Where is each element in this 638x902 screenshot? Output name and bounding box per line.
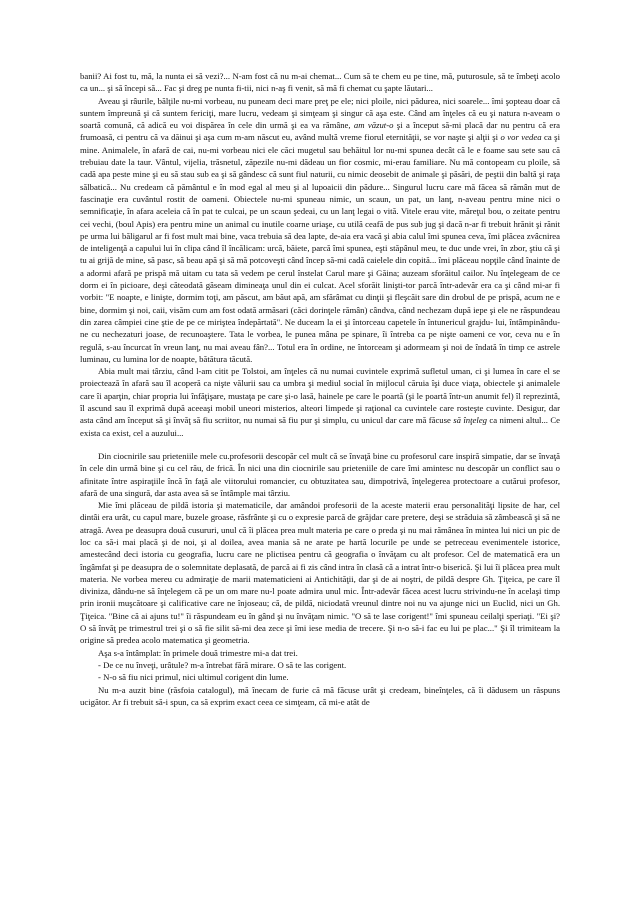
paragraph (80, 450, 560, 499)
text-run: Nu m-a auzit bine (răsfoia catalogul), mă înecam de furie că mă făcuse urât şi credeam, bineînţeles, că îi dădusem un răspuns ucigător. Ar fi trebuit să-i spun, ca să exprim exact ceea ce simţeam, că mi-e atât de (80, 684, 560, 707)
paragraph (80, 659, 560, 671)
paragraph (80, 365, 560, 439)
text-run: Aşa s-a întâmplat: în primele două trimestre mi-a dat trei. (98, 647, 298, 658)
paragraph (80, 671, 560, 683)
text-run: Abia mult mai târziu, când l-am citit pe Tolstoi, am înţeles că nu numai cuvintele exprimă sufletul uman, ci şi lumea în care el se proiectează în afară sau îl acoperă ca nişte vălurii sau ca umbra şi mediul social în mijlocul căruia îşi duce viaţa, obiectele şi animalele care îi aparţin, chiar propria lui înfăţişare, mustaţa pe care şi-o lasă, hainele pe care le poartă (şi le poartă într-un anumit fel) îl reprezintă, îl ascund sau îl exprimă după aceeaşi mobil uneori misterios, alteori limpede şi raţional ca cuvintele care rosteşte cuvinte. Desigur, dar asta când am început să şi învăţ să fiu scriitor, nu numai să fiu pur şi simplu, cu unicul dar care mă făcuse (80, 366, 560, 426)
text-run: şi a început să-mi placă dar nu pentru că era frumoasă, ci pentru că va dăinui şi aşa cum m-am născut eu, având multă vreme fiorul eternităţii, se vor naşte şi alţii şi (80, 120, 561, 143)
italic-text: o vor vedea (500, 132, 542, 143)
paragraph-gap (80, 439, 560, 450)
text-run: - N-o să fiu nici primul, nici ultimul corigent din lume. (98, 672, 289, 683)
italic-text: să înţeleg (453, 415, 488, 426)
document-page (80, 70, 560, 708)
text-run: Mie îmi plăceau de pildă istoria şi matematicile, dar amândoi profesorii de la aceste materii erau personalităţi lipsite de har, cel dintâi era urât, cu capul mare, buzele groase, răsfrânte şi cu o expresie parcă de grăjdar care pretere, deşi se străduia să zâmbească şi să ne atragă. Avea pe deasupra două cusururi, unul că îi plăcea prea mult materia pe care o preda şi nu mai rămânea în mintea lui nici un pic de loc ca să-i mai placă şi de noi, şi al doilea, avea mania să ne arate pe hartă locurile pe unde se petreceau evenimentele istorice, amestecând deci istoria cu geografia, lucru care ne plictisea pentru că geografia o învăţam cu alt profesor. Cel de matematică era un îngâmfat şi pe deasupra de o solemnitate deplasată, de parcă ai fi zis când intra în clasă că a intrat într-o biserică. Şi lui îi plăcea prea mult materia. Ne vorbea mereu cu admiraţie de marii matematicieni ai Antichităţii, dar şi de ai noştri, de pildă despre Gh. Ţiţeica, pe care îl diviniza, dându-ne să înţelegem că pe un om mare nu-l poate admira unul mic. Într-adevăr făcea acest lucru strivindu-ne în acelaşi timp prin ironii muşcătoare şi calificative care ne înjoseau; că, de pildă, niciodată vreunul dintre noi nu va ajunge nici un Euclid, nici un Gh. Ţiţeica. "Bine că ai ajuns tu!" îi răspundeam eu în gând şi nu învăţam nimic. "O să te lase corigent!" îmi spuneau ceilalţi speriaţi. "Ei şi? O să învăţ pe trimestrul trei şi o să fie silit să-mi dea zece şi îmi iese media de trecere. Şi n-o să-i fac eu lui pe plac..." Şi îl trimiteam la origine să predea acolo matematica şi geometria. (80, 500, 560, 646)
paragraph (80, 70, 560, 95)
italic-text: am văzut-o (353, 120, 394, 131)
text-run: ca şi mine. Animalele, în afară de cai, nu-mi vorbeau nici ele căci mugetul sau behăitul lor nu-mi spunea decât că le e foame sau sete sau că trebuiau date la taur. Vântul, vijelia, trăsnetul, zăpezile nu-mi dădeau un fior cosmic, mi-erau familiare. Nu mă contopeam cu ploile, să cadă apa peste mine şi eu să stau sub ea şi să gândesc că sunt fiul naturii, cu nimic deosebit de animale şi păsări, de peştii din baltă şi raţa sălbatică... Nu credeam că pământul e în mod egal al meu şi al lupoaicii din pădure... Singurul lucru care mă făcea să rămân mut de fascinaţie era cuvântul rostit de oameni. Obiectele nu-mi spuneau nimic, un scaun, un pat, un lanţ, n-aveau pentru mine nici o semnificaţie, în afara aceleia că în pat te culcai, pe un scaun şedeai, cu un lanţ legai o vită. Vitele erau vite, măreţul bou, o zeitate pentru cei vechi, (boul Apis) era pentru mine un animal cu inutile coarne uriaşe, cu utilă ceafă de pus sub jug şi dacă n-ar fi trebuit hrănit şi rănit pe urma lui băligarul ar fi fost mult mai bine, vaca trebuia să dea lapte, de-aia era vacă şi abia calul îmi spunea ceva, îmi plăcea zvâcnirea de inteligenţă a capului lui în clipa când îl încălicam: urcă, băiete, parcă îmi spunea, eşti stăpânul meu, te duc unde vrei, în zbor, ştiu că şi tu ai grijă de mine, să pasc, să beau apă şi să mă potcoveşti când încep să-mi cadă caielele din copită... îmi plăceau nopţile când înainte de a adormi afară pe prispă mă uitam cu tata să vedem pe cerul înstelat Carul mare şi Găina; auzeam sforăitul cailor. Nu înţelegeam de ce dorm ei în picioare, deşi căteodată găseam dimineaţa unul din ei culcat. Acel sforăit linişti-tor parcă într-adevăr era ca şi când mi-ar fi vorbit: "E noapte, e linişte, dormim toţi, am păscut, am băut apă, am sfărâmat cu dinţii şi fleşcăit sare din drobul de pe prispă, acum ne e bine, dormim şi noi, caii, visăm cum am fost odată armăsari (căci dorinţele rămân) cândva, când nechezam după iepe şi ele ne răspundeau din zarea câmpiei cine ştie de pe ce miriştea îndepărtată". Ne duceam la ei şi întorceau capetele în întunericul grajdu- lui, întâmpinându-ne cu nechezaturi joase, de recunoaştere. Tata le vorbea, le punea mâna pe spinare, îi întreba ca pe nişte oameni ce vor, ceva nu e în regulă, s-au încurcat în vreun lanţ, nu mai aveau fân?... Totul era în ordine, ne întorceam şi adormeam şi noi de îndată în timp ce astrele luminau, cu lumina lor de noapte, bătătura tăcută. (80, 132, 560, 364)
text-run: ca nimeni altul... Ce exista ca exist, cel a auzului... (80, 415, 560, 438)
text-run: - De ce nu înveţi, urâtule? m-a întrebat fără mirare. O să te las corigent. (98, 659, 347, 670)
text-run: Aveau şi râurile, bălţile nu-mi vorbeau, nu puneam deci mare preţ pe ele; nici ploile, nici pădurea, nici soarele... îmi şopteau doar că suntem împreună şi că suntem fericiţi, mare lucru, vedeam şi simţeam şi singur că aşa este. Când am înţeles că eu şi natura n-aveam o soartă comună, că adică eu voi dispărea în cele din urmă şi ea va rămâne, (80, 95, 560, 131)
text-run: Din ciocnirile sau prieteniile mele cu.profesorii descopăr cel mult că se învaţă bine cu profesorul care inspiră simpatie, dar se învaţă în cele din urmă bine şi cu cel rău, de frică. În nici una din ciocnirile sau prieteniile de care îmi amintesc nu descopăr un conflict sau o afinitate între aspiraţiile încă în faţă ale viitorului romancier, cu obtuzitatea sau, dimpotrivă, înţelegerea protectoare a cutărui profesor, afară de una singură, dar asta avea să se întâmple mai târziu. (80, 450, 560, 498)
paragraph (80, 95, 560, 366)
paragraph (80, 499, 560, 647)
paragraph (80, 647, 560, 659)
paragraph (80, 684, 560, 709)
text-run: banii? Ai fost tu, mă, la nunta ei să vezi?... N-am fost că nu m-ai chemat... Cum să te chem eu pe tine, mă, puturosule, să te îmbeţi acolo ca un... şi să începi să... Fac şi dreg pe nunta fi-tii, nici n-aş fi venit, să mă fi chemat cu şapte lăutari... (80, 71, 560, 94)
